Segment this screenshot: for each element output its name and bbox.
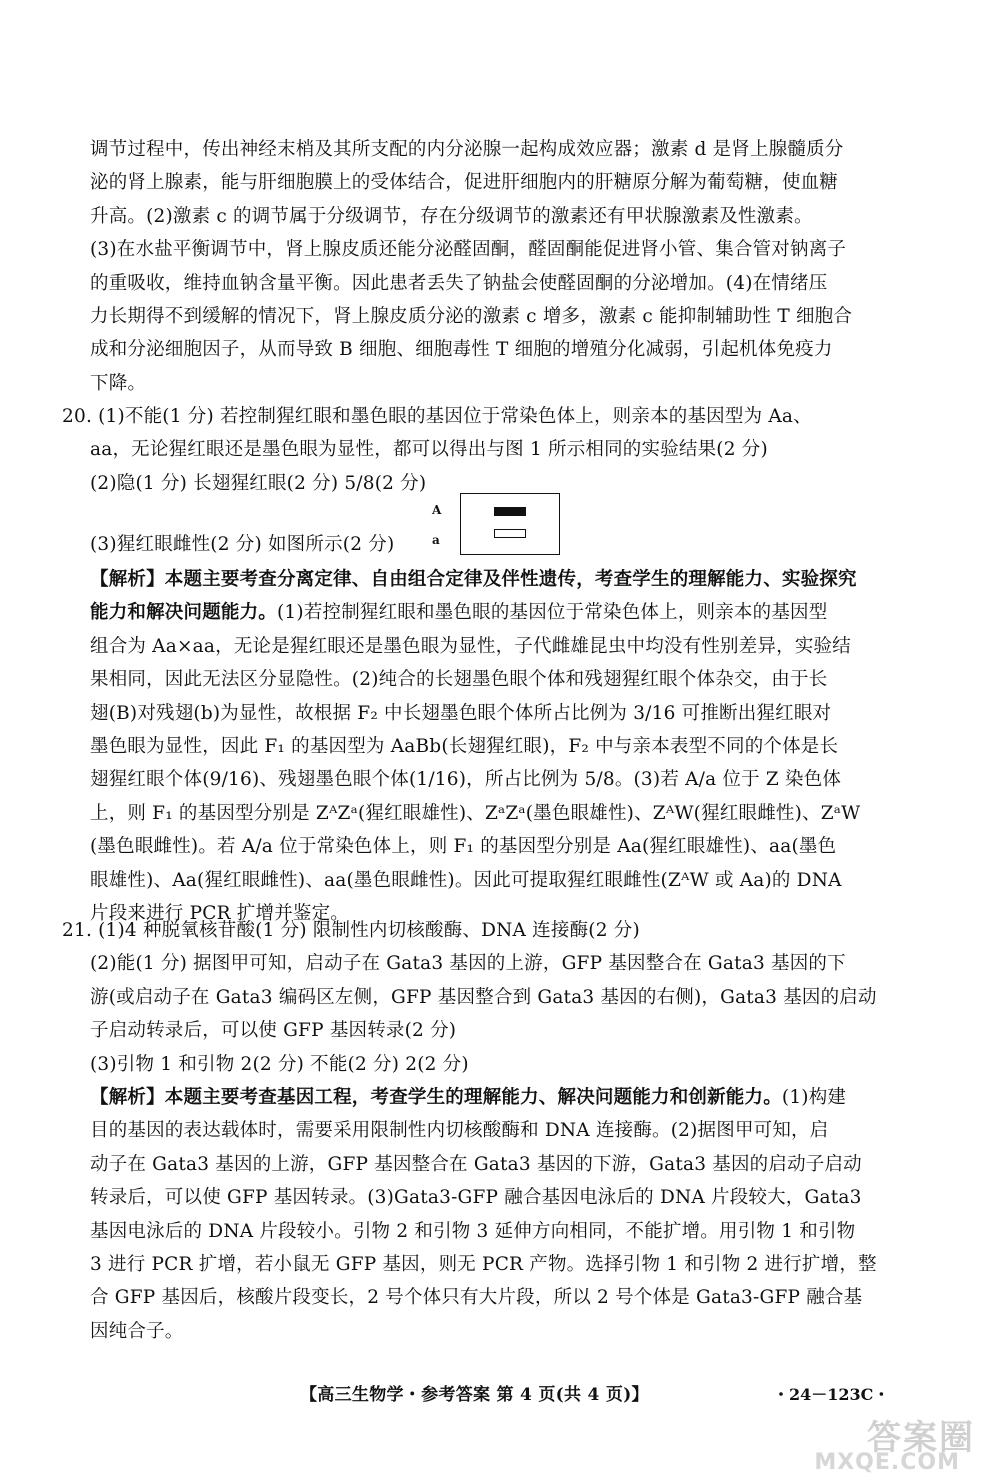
q19-line: 力长期得不到缓解的情况下，肾上腺皮质分泌的激素 c 增多，激素 c 能抑制辅助性 T 细胞合 [90,306,853,328]
q21-analysis-heading: 【解析】本题主要考查基因工程，考查学生的理解能力、解决问题能力和创新能力。 [90,1087,782,1108]
q21-part2: 子启动转录后，可以使 GFP 基因转录(2 分) [90,1020,457,1042]
q19-line: 升高。(2)激素 c 的调节属于分级调节，存在分级调节的激素还有甲状腺激素及性激素。 [90,205,813,227]
q21-analysis-line: (1)构建 [781,1087,847,1108]
q20-analysis-line: 片段来进行 PCR 扩增并鉴定。 [90,903,349,925]
q19-line: 调节过程中，传出神经末梢及其所支配的内分泌腺一起构成效应器；激素 d 是肾上腺髓质分 [90,139,844,160]
band-A [494,507,526,516]
q21-part2: (2)能(1 分) 据图甲可知，启动子在 Gata3 基因的上游，GFP 基因整合在 Gata3 基因的下 [90,953,846,975]
watermark-logo: 答案圈 [867,1418,975,1458]
q21-part2: 游(或启动子在 Gata3 编码区左侧，GFP 基因整合到 Gata3 基因的右侧)，Gata3 基因的启动 [90,986,877,1008]
q20-analysis-line: 上，则 F₁ 的基因型分别是 ZᴬZᵃ(猩红眼雄性)、ZᵃZᵃ(墨色眼雄性)、ZᴬW(猩红眼雌性)、ZᵃW [90,802,861,824]
q19-line: 泌的肾上腺素，能与肝细胞膜上的受体结合，促进肝细胞内的肝糖原分解为葡萄糖，使血糖 [90,172,839,194]
q21-analysis-line: 合 GFP 基因后，核酸片段变长，2 号个体只有大片段，所以 2 号个体是 Gata3-GFP 融合基 [90,1287,863,1309]
figure-label-A: A [432,503,442,517]
page-footer: 【高三生物学・参考答案 第 4 页(共 4 页)】 [300,1385,649,1405]
q21-analysis-line: 因纯合子。 [90,1320,184,1342]
q20-part1: 20. (1)不能(1 分) 若控制猩红眼和墨色眼的基因位于常染色体上，则亲本的基因型为 Aa、 [62,406,812,427]
q21-part1: 21. (1)4 种脱氧核苷酸(1 分) 限制性内切核酸酶、DNA 连接酶(2 分) [62,920,640,941]
q20-analysis-line: 翅猩红眼个体(9/16)、残翅墨色眼个体(1/16)，所占比例为 5/8。(3)若 A/a 位于 Z 染色体 [90,769,842,791]
q20-analysis-heading-cont: 能力和解决问题能力。 [90,602,278,624]
page-code: ・24－123C・ [773,1385,890,1404]
q19-line: 的重吸收，维持血钠含量平衡。因此患者丢失了钠盐会使醛固酮的分泌增加。(4)在情绪压 [90,272,828,294]
q19-line: (3)在水盐平衡调节中，肾上腺皮质还能分泌醛固酮，醛固酮能促进肾小管、集合管对钠离子 [90,239,847,261]
q21-part3: (3)引物 1 和引物 2(2 分) 不能(2 分) 2(2 分) [90,1053,469,1075]
q20-part2: (2)隐(1 分) 长翅猩红眼(2 分) 5/8(2 分) [90,472,427,494]
figure-label-a: a [432,533,440,547]
watermark-url: MXQE.COM [814,1450,960,1475]
q21-analysis-line: 基因电泳后的 DNA 片段较小。引物 2 和引物 3 延伸方向相同，不能扩增。用引物 1 和引物 [90,1220,856,1242]
q20-part1-cont: aa，无论猩红眼还是墨色眼为显性，都可以得出与图 1 所示相同的实验结果(2 分) [90,439,768,461]
q21-analysis-line: 3 进行 PCR 扩增，若小鼠无 GFP 基因，则无 PCR 产物。选择引物 1 和引物 2 进行扩增，整 [90,1254,877,1276]
q21-analysis-line: 转录后，可以使 GFP 基因转录。(3)Gata3-GFP 融合基因电泳后的 DNA 片段较大，Gata3 [90,1187,862,1209]
q21-analysis-line: 目的基因的表达载体时，需要采用限制性内切核酸酶和 DNA 连接酶。(2)据图甲可知，启 [90,1120,829,1142]
q21-analysis [90,1081,882,1348]
q20-analysis-line: 墨色眼为显性，因此 F₁ 的基因型为 AaBb(长翅猩红眼)，F₂ 中与亲本表型不同的个体是长 [90,736,839,758]
q20-analysis-line: 组合为 Aa×aa，无论是猩红眼还是墨色眼为显性，子代雌雄昆虫中均没有性别差异，实验结 [90,635,851,657]
q19-line: 成和分泌细胞因子，从而导致 B 细胞、细胞毒性 T 细胞的增殖分化减弱，引起机体免疫力 [90,339,833,361]
q20-part3 [90,528,882,561]
q20-part3-text: (3)猩红眼雌性(2 分) 如图所示(2 分) [90,534,395,555]
q21-analysis-line: 动子在 Gata3 基因的上游，GFP 基因整合在 Gata3 基因的下游，Gata3 基因的启动子启动 [90,1153,862,1175]
q19-explanation [90,133,882,400]
q19-line: 下降。 [90,372,147,394]
q20-analysis [90,563,882,930]
q20-analysis-line: (墨色眼雌性)。若 A/a 位于常染色体上，则 F₁ 的基因型分别是 Aa(猩红眼雄性)、aa(墨色 [90,836,837,858]
q21-answers [62,914,882,1081]
q20-analysis-line: 翅(B)对残翅(b)为显性，故根据 F₂ 中长翅墨色眼个体所占比例为 3/16 可推断出猩红眼对 [90,702,832,724]
q20-analysis-line: 果相同，因此无法区分显隐性。(2)纯合的长翅墨色眼个体和残翅猩红眼个体杂交，由于长 [90,669,828,691]
q20-analysis-line: (1)若控制猩红眼和墨色眼的基因位于常染色体上，则亲本的基因型 [277,602,828,624]
q20-analysis-line: 眼雄性)、Aa(猩红眼雌性)、aa(墨色眼雌性)。因此可提取猩红眼雌性(ZᴬW 或 Aa)的 DNA [90,869,842,891]
q20-answers [62,400,882,500]
q20-analysis-heading: 【解析】本题主要考查分离定律、自由组合定律及伴性遗传，考查学生的理解能力、实验探究 [90,569,857,590]
